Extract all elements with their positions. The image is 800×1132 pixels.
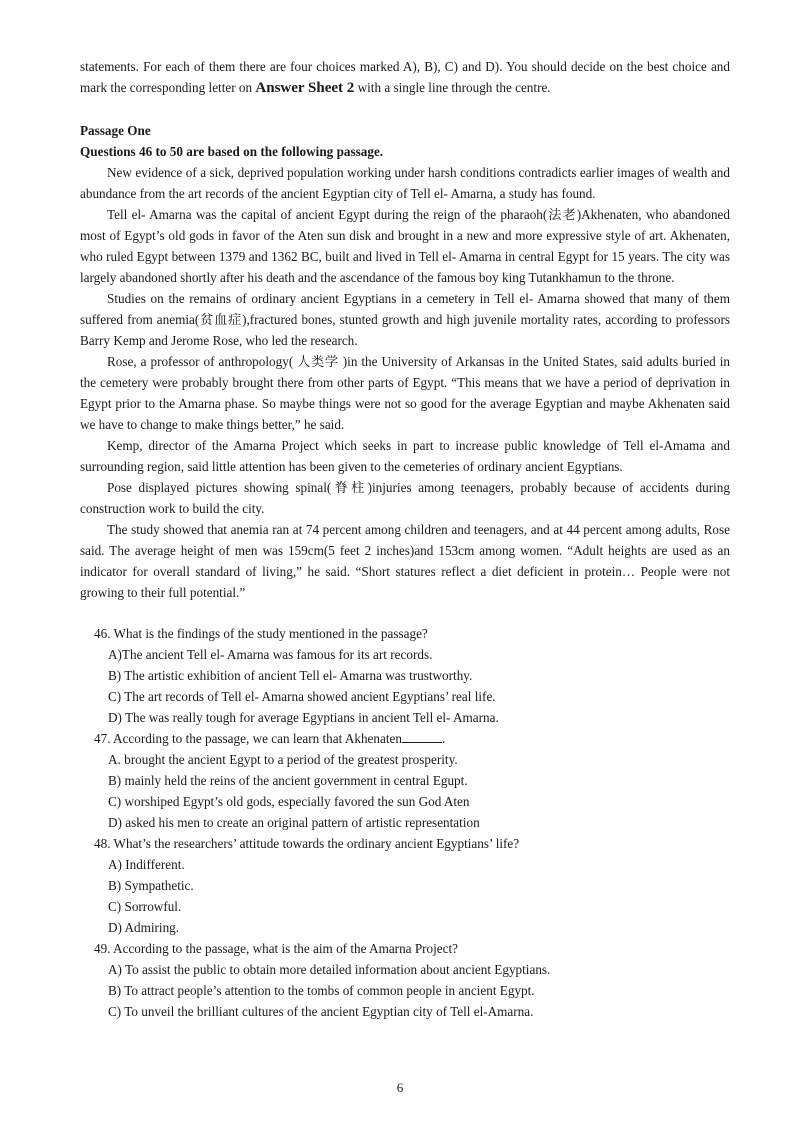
- passage-paragraph: Pose displayed pictures showing spinal(脊柱)injuries among teenagers, probably because of accidents during construction work to build the city.: [80, 480, 730, 516]
- questions-note: Questions 46 to 50 are based on the following passage.: [80, 144, 384, 159]
- instructions-after: with a single line through the centre.: [354, 80, 551, 95]
- question-46-option-b: B) The artistic exhibition of ancient Tell el- Amarna was trustworthy.: [108, 668, 473, 683]
- question-47-option-b: B) mainly held the reins of the ancient government in central Egupt.: [108, 773, 468, 788]
- answer-blank: [402, 729, 442, 743]
- question-48-option-b: B) Sympathetic.: [108, 878, 194, 893]
- question-48-option-d: D) Admiring.: [108, 920, 180, 935]
- question-47: [80, 728, 730, 749]
- question-48-option-c: C) Sorrowful.: [108, 899, 182, 914]
- passage-title: Passage One: [80, 123, 151, 138]
- answer-sheet-label: Answer Sheet 2: [255, 80, 355, 96]
- question-46: 46. What is the findings of the study mentioned in the passage?: [94, 626, 428, 641]
- question-49-option-b: B) To attract people’s attention to the tombs of common people in ancient Egypt.: [108, 983, 535, 998]
- passage-paragraph: Tell el- Amarna was the capital of ancient Egypt during the reign of the pharaoh(法老)Akhenaten, who abandoned most of Egypt’s old gods in favor of the Aten sun disk and brought in a new and more expressive style of art. Akhenaten, who ruled Egypt between 1379 and 1362 BC, built and lived in Tell el- Amarna in central Egypt for 15 years. The city was largely abandoned shortly after his death and the ascendance of the famous boy king Tutankhamun to the throne.: [80, 207, 730, 285]
- question-48: 48. What’s the researchers’ attitude towards the ordinary ancient Egyptians’ life?: [94, 836, 520, 851]
- question-46-option-d: D) The was really tough for average Egyptians in ancient Tell el- Amarna.: [108, 710, 499, 725]
- passage-paragraph: Studies on the remains of ordinary ancient Egyptians in a cemetery in Tell el- Amarna showed that many of them suffered from anemia(贫血症),fractured bones, stunted growth and high juvenile mortality rates, according to professors Barry Kemp and Jerome Rose, who led the research.: [80, 291, 730, 348]
- passage-paragraph: The study showed that anemia ran at 74 percent among children and teenagers, and at 44 percent among adults, Rose said. The average height of men was 159cm(5 feet 2 inches)and 153cm among women. “Adult heights are used as an indicator for overall standard of living,” he said. “Short statures reflect a diet deficient in protein… People were not growing to their full potential.”: [80, 522, 730, 600]
- passage-body: [80, 162, 730, 603]
- instructions-before: statements. For each of them there are four choices marked A), B), C) and D). You should decide on the best choice and mark the corresponding letter on: [80, 59, 730, 95]
- instructions-text: [80, 56, 730, 99]
- question-49-option-c: C) To unveil the brilliant cultures of the ancient Egyptian city of Tell el-Amarna.: [108, 1004, 534, 1019]
- question-46-option-c: C) The art records of Tell el- Amarna showed ancient Egyptians’ real life.: [108, 689, 496, 704]
- question-49: 49. According to the passage, what is the aim of the Amarna Project?: [94, 941, 459, 956]
- question-47-stem: 47. According to the passage, we can learn that Akhenaten: [94, 731, 402, 746]
- questions-list: [80, 623, 730, 1022]
- page-number: 6: [396, 1080, 404, 1095]
- question-48-option-a: A) Indifferent.: [108, 857, 185, 872]
- passage-paragraph: New evidence of a sick, deprived population working under harsh conditions contradicts earlier images of wealth and abundance from the art records of the ancient Egyptian city of Tell el- Amarna, a study has found.: [80, 165, 730, 201]
- instructions: [80, 56, 730, 99]
- document-page: [80, 56, 730, 1022]
- passage-paragraph: Rose, a professor of anthropology( 人类学 )in the University of Arkansas in the United States, said adults buried in the cemetery were probably brought there from other parts of Egypt. “This means that we have a period of deprivation in Egypt prior to the Amarna phase. So maybe things were not so good for the average Egyptian and maybe Akhenaten said we have to change to make things better,” he said.: [80, 354, 730, 432]
- question-47-stem-end: .: [441, 731, 446, 746]
- question-46-option-a: A)The ancient Tell el- Amarna was famous for its art records.: [108, 647, 433, 662]
- question-49-option-a: A) To assist the public to obtain more detailed information about ancient Egyptians.: [108, 962, 551, 977]
- question-47-option-c: C) worshiped Egypt’s old gods, especially favored the sun God Aten: [108, 794, 470, 809]
- passage-paragraph: Kemp, director of the Amarna Project which seeks in part to increase public knowledge of Tell el-Amama and surrounding region, said little attention has been given to the cemeteries of ordinary ancient Egyptians.: [80, 438, 730, 474]
- question-47-option-a: A. brought the ancient Egypt to a period of the greatest prosperity.: [108, 752, 458, 767]
- question-47-option-d: D) asked his men to create an original pattern of artistic representation: [108, 815, 480, 830]
